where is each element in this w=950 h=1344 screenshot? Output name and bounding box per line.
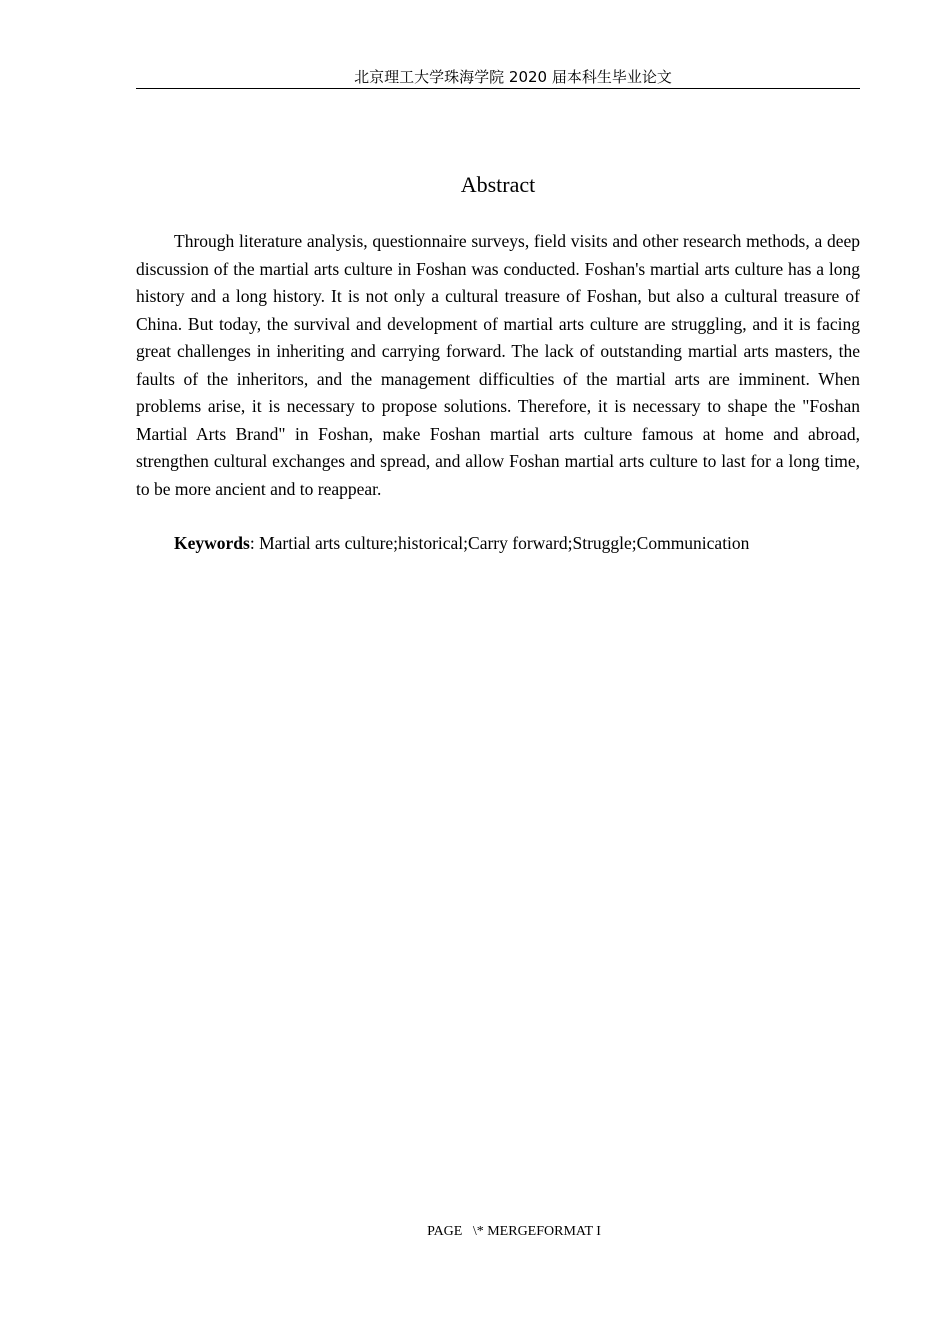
page-footer [0, 1222, 950, 1242]
abstract-title: Abstract [460, 172, 536, 197]
abstract-body: Through literature analysis, questionnaire surveys, field visits and other research methods, a deep discussion of the martial arts culture in Foshan was conducted. Foshan's martial arts culture has a long history and a long history. It is not only a cultural treasure of Foshan, but also a cultural treasure of China. But today, the survival and development of martial arts culture are struggling, and it is facing great challenges in inheriting and carrying forward. The lack of outstanding martial arts masters, the faults of the inheritors, and the management difficulties of the martial arts are imminent. When problems arise, it is necessary to propose solutions. Therefore, it is necessary to shape the "Foshan Martial Arts Brand" in Foshan, make Foshan martial arts culture famous at home and abroad, strengthen cultural exchanges and spread, and allow Foshan martial arts culture to last for a long time, to be more ancient and to reappear. [136, 231, 860, 499]
keywords-text: : Martial arts culture;historical;Carry forward;Struggle;Communication [249, 533, 750, 553]
keywords-label: Keywords [174, 533, 250, 553]
header-text: 北京理工大学珠海学院 2020 届本科生毕业论文 [354, 68, 672, 86]
page-header [136, 66, 860, 89]
page-number-field: PAGE \* MERGEFORMAT I [427, 1224, 601, 1239]
keywords-line [136, 530, 860, 558]
